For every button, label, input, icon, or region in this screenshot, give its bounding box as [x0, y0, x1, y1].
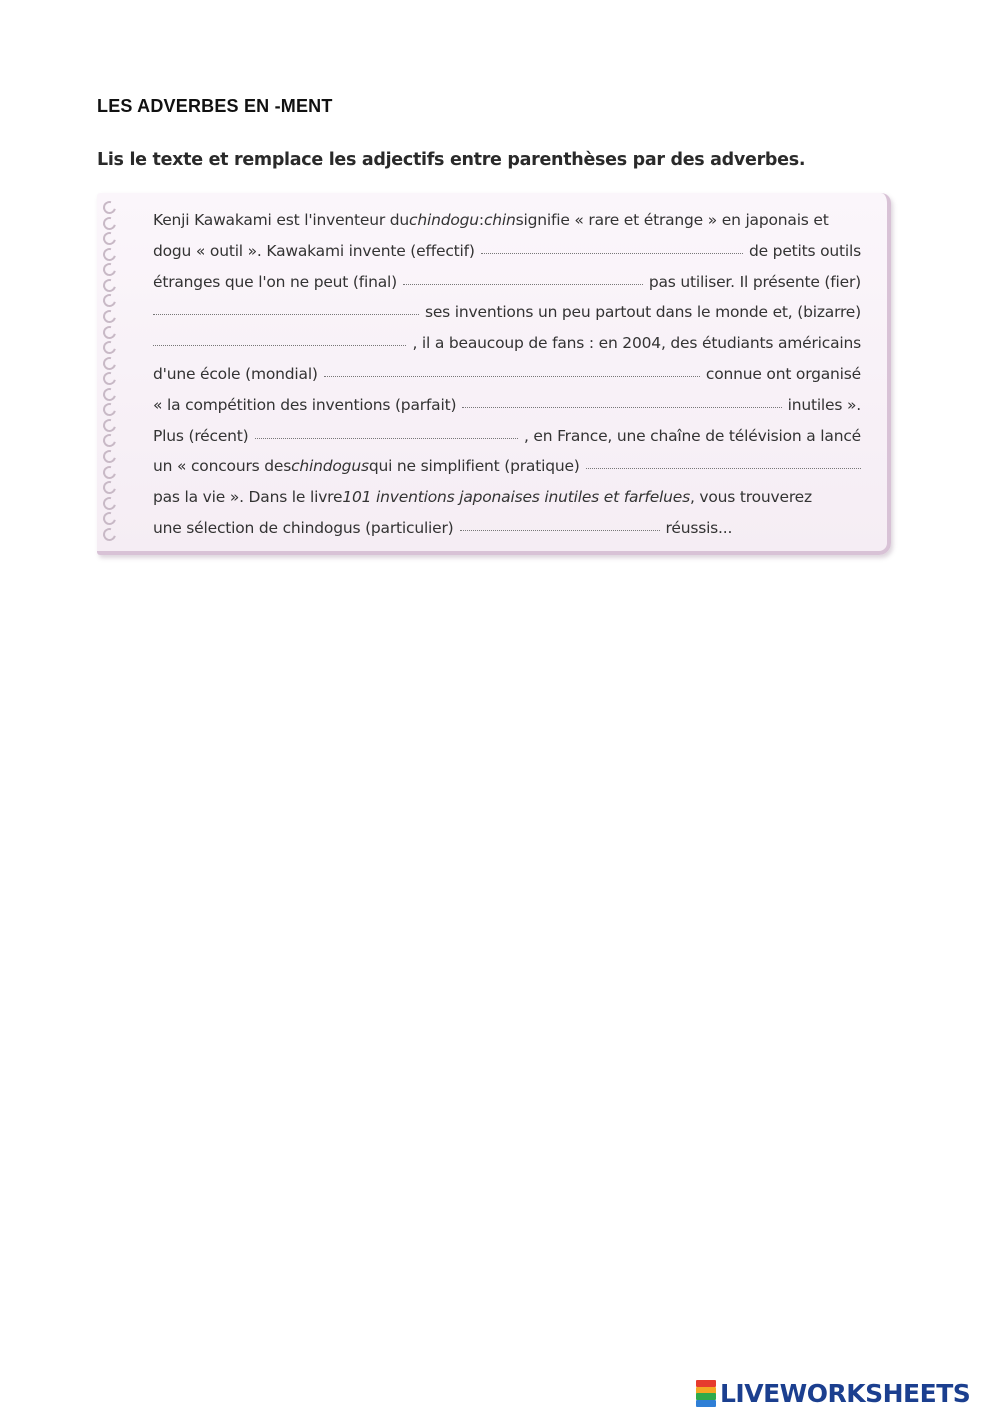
spiral-coil-icon — [100, 261, 118, 279]
spiral-coil-icon — [100, 199, 118, 217]
spiral-coil-icon — [100, 525, 118, 543]
spiral-coil-icon — [100, 230, 118, 248]
text-line — [153, 359, 861, 390]
exercise-card — [97, 193, 891, 555]
spiral-coil-icon — [100, 385, 118, 403]
spiral-coil-icon — [100, 370, 118, 388]
spiral-coil-icon — [100, 463, 118, 481]
spiral-coil-icon — [100, 448, 118, 466]
logo-text: LIVEWORKSHEETS — [720, 1378, 971, 1408]
text-segment: signifie « rare et étrange » en japonais et — [515, 211, 829, 229]
liveworksheets-logo-icon — [696, 1380, 716, 1406]
text-segment: , vous trouverez — [689, 488, 812, 507]
text-segment: chindogus — [291, 457, 369, 476]
text-line — [153, 297, 861, 328]
answer-blank-mondial[interactable] — [324, 376, 700, 377]
spiral-coil-icon — [100, 494, 118, 512]
spiral-coil-icon — [100, 354, 118, 372]
text-segment: Plus (récent) — [153, 426, 249, 445]
text-segment: réussis... — [665, 518, 733, 537]
answer-blank-final[interactable] — [403, 284, 643, 285]
text-segment: dogu « outil ». Kawakami invente (effectif) — [153, 241, 475, 260]
text-segment: Kenji Kawakami est l'inventeur du — [153, 211, 410, 229]
text-segment: chindogu — [409, 211, 479, 229]
answer-blank-bizarre[interactable] — [153, 345, 406, 346]
liveworksheets-logo — [696, 1378, 970, 1408]
answer-blank-pratique[interactable] — [586, 468, 861, 469]
text-line — [153, 421, 861, 452]
text-segment: , en France, une chaîne de télévision a lancé — [523, 426, 861, 445]
text-segment: une sélection de chindogus (particulier) — [153, 518, 454, 537]
spiral-coil-icon — [100, 214, 118, 232]
text-segment: : — [478, 211, 484, 229]
text-segment: 101 inventions japonaises inutiles et farfelues — [342, 488, 690, 507]
text-line — [153, 328, 861, 359]
text-segment: « la compétition des inventions (parfait) — [153, 395, 457, 414]
notebook-spiral — [99, 201, 119, 541]
text-line — [153, 482, 861, 513]
text-line — [153, 390, 861, 421]
spiral-coil-icon — [100, 510, 118, 528]
text-segment: étranges que l'on ne peut (final) — [153, 272, 397, 291]
text-line — [153, 451, 861, 482]
answer-blank-fier[interactable] — [153, 314, 419, 315]
exercise-text — [153, 205, 861, 544]
text-line — [153, 513, 861, 544]
text-segment: ses inventions un peu partout dans le monde et, (bizarre) — [424, 303, 861, 322]
text-segment: connue ont organisé — [705, 364, 861, 383]
text-segment: inutiles ». — [787, 395, 861, 414]
spiral-coil-icon — [100, 308, 118, 326]
spiral-coil-icon — [100, 479, 118, 497]
text-segment: d'une école (mondial) — [153, 364, 318, 383]
text-segment: qui ne simplifient (pratique) — [368, 457, 580, 476]
text-segment: pas la vie ». Dans le livre — [153, 488, 343, 507]
text-segment: un « concours des — [153, 457, 292, 476]
spiral-coil-icon — [100, 416, 118, 434]
answer-blank-recent[interactable] — [255, 438, 518, 439]
answer-blank-particulier[interactable] — [460, 530, 660, 531]
text-line — [153, 205, 861, 236]
spiral-coil-icon — [100, 323, 118, 341]
answer-blank-effectif[interactable] — [481, 253, 743, 254]
spiral-coil-icon — [100, 401, 118, 419]
spiral-coil-icon — [100, 245, 118, 263]
spiral-coil-icon — [100, 292, 118, 310]
spiral-coil-icon — [100, 339, 118, 357]
text-line — [153, 267, 861, 298]
text-segment: chin — [483, 211, 516, 229]
spiral-coil-icon — [100, 276, 118, 294]
text-line — [153, 236, 861, 267]
page-title: LES ADVERBES EN -MENT — [97, 96, 333, 116]
exercise-instruction: Lis le texte et remplace les adjectifs entre parenthèses par des adverbes. — [97, 150, 806, 170]
text-segment: , il a beaucoup de fans : en 2004, des étudiants américains — [412, 334, 861, 353]
spiral-coil-icon — [100, 432, 118, 450]
answer-blank-parfait[interactable] — [462, 407, 781, 408]
text-segment: pas utiliser. Il présente (fier) — [648, 272, 861, 291]
text-segment: de petits outils — [748, 241, 861, 260]
